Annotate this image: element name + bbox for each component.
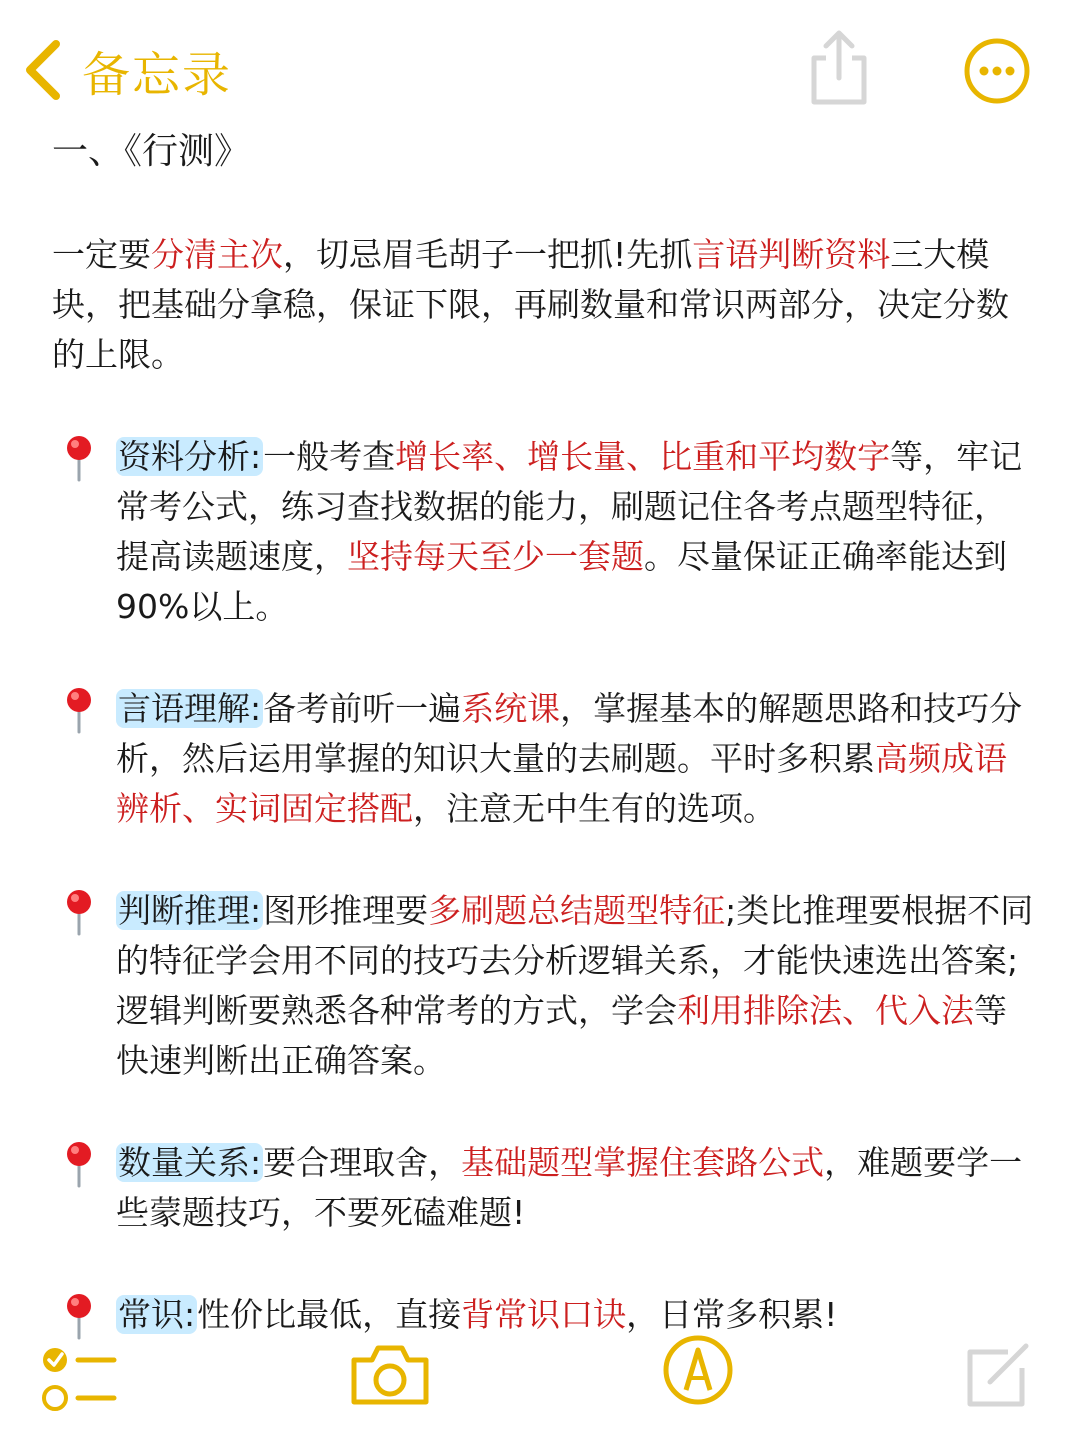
back-label: 备忘录 xyxy=(82,46,233,103)
section-highlight: 坚持每天至少一套题 xyxy=(347,537,644,576)
compose-button[interactable] xyxy=(962,1330,1034,1410)
checklist-button[interactable] xyxy=(38,1340,120,1416)
pushpin-icon xyxy=(62,1140,96,1188)
section-highlight: 系统课 xyxy=(461,689,561,728)
note-heading: 一、《行测》 xyxy=(52,131,251,172)
share-icon xyxy=(806,28,872,108)
pushpin-icon xyxy=(62,888,96,936)
section-text: ;类比推理要根据不同的特征学会用不同的技巧去分析逻辑关系，才能快速选出答案;逻辑判断要熟悉各种常考的方式，学会 xyxy=(116,891,1034,1030)
section-highlight: 背常识口诀 xyxy=(461,1295,627,1334)
section-highlight: 高频成语辨析、实词固定搭配 xyxy=(116,739,1007,828)
chevron-left-icon xyxy=(20,38,64,102)
section-text: ，注意无中生有的选项。 xyxy=(413,789,776,828)
section-text: 等快速判断出正确答案。 xyxy=(116,991,1007,1080)
intro-text: 一定要 xyxy=(52,235,151,274)
section-text: 等，牢记常考公式，练习查找数据的能力，刷题记住各考点题型特征，提高读题速度， xyxy=(116,437,1023,576)
intro-highlight: 言语判断资料 xyxy=(692,235,891,274)
section-text: ，掌握基本的解题思路和技巧分析，然后运用掌握的知识大量的去刷题。平时多积累 xyxy=(116,689,1023,778)
section-tag: 数量关系: xyxy=(118,1143,262,1182)
markup-button[interactable] xyxy=(660,1332,736,1408)
checklist-icon xyxy=(38,1340,120,1416)
section-text: 备考前听一遍 xyxy=(263,689,462,728)
section-text: 。尽量保证正确率能达到90%以上。 xyxy=(116,537,1007,626)
section-text: 性价比最低，直接 xyxy=(197,1295,462,1334)
section-text: 要合理取舍， xyxy=(263,1143,462,1182)
share-button[interactable] xyxy=(806,28,872,108)
section-quantitative xyxy=(52,1138,1038,1238)
section-reasoning xyxy=(52,886,1038,1086)
intro-paragraph xyxy=(52,230,1032,380)
section-tag: 言语理解: xyxy=(118,689,262,728)
note-body[interactable] xyxy=(52,126,1052,1340)
more-button[interactable] xyxy=(962,36,1032,106)
intro-highlight: 分清主次 xyxy=(151,235,283,274)
section-data-analysis xyxy=(52,432,1038,632)
pushpin-icon xyxy=(62,686,96,734)
section-text: 图形推理要 xyxy=(263,891,429,930)
pushpin-icon xyxy=(62,434,96,482)
section-highlight: 基础题型掌握住套路公式 xyxy=(461,1143,825,1182)
more-icon xyxy=(962,36,1032,106)
back-button[interactable] xyxy=(20,38,232,102)
section-text: ，日常多积累! xyxy=(626,1295,838,1334)
camera-button[interactable] xyxy=(346,1338,434,1410)
section-text: ，难题要学一些蒙题技巧，不要死磕难题! xyxy=(116,1143,1023,1232)
section-tag: 资料分析: xyxy=(118,437,262,476)
intro-text: ，切忌眉毛胡子一把抓!先抓 xyxy=(283,235,693,274)
bottom-toolbar xyxy=(0,1320,1080,1440)
nav-bar xyxy=(0,0,1080,130)
section-highlight: 增长率、增长量、比重和平均数字 xyxy=(395,437,891,476)
section-highlight: 多刷题总结题型特征 xyxy=(428,891,726,930)
section-highlight: 利用排除法、代入法 xyxy=(677,991,974,1030)
section-verbal xyxy=(52,684,1038,834)
intro-text: 三大模块，把基础分拿稳，保证下限，再刷数量和常识两部分，决定分数的上限。 xyxy=(52,235,1009,374)
camera-icon xyxy=(346,1338,434,1410)
section-tag: 常识: xyxy=(118,1295,196,1334)
markup-pen-icon xyxy=(660,1332,736,1408)
compose-icon xyxy=(962,1330,1034,1410)
section-text: 一般考查 xyxy=(263,437,396,476)
section-tag: 判断推理: xyxy=(118,891,262,930)
